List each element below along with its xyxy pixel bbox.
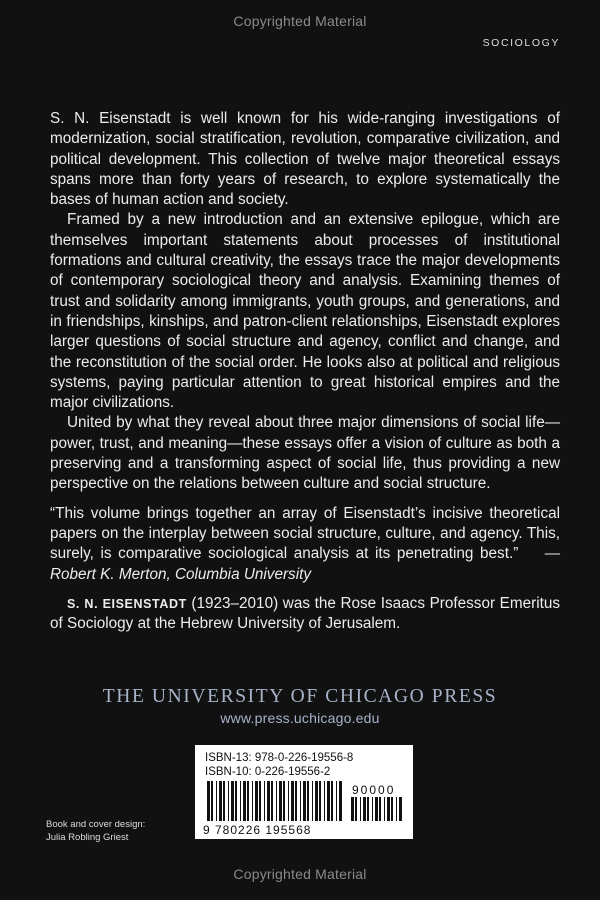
category-label: SOCIOLOGY	[482, 37, 560, 49]
blurb-paragraph-2: Framed by a new introduction and an extensive epilogue, which are themselves important statements about processes of institutional formations and cultural creativity, the essays trace the major developments of contemporary sociological theory and analysis. Examining themes of trust and solidarity among immigrants, youth groups, and generations, and in friendships, kinships, and patron-client relationships, Eisenstadt explores larger questions of social structure and agency, conflict and change, and the reconstitution of the social order. He looks also at political and religious systems, paying particular attention to great historical empires and the major civilizations.	[50, 211, 560, 412]
author-bio	[50, 594, 560, 635]
isbn-10: ISBN-10: 0-226-19556-2	[205, 766, 331, 778]
publisher-url[interactable]: www.press.uchicago.edu	[220, 710, 380, 726]
design-credit-label: Book and cover design:	[46, 819, 146, 830]
barcode-digits: 9 780226 195568	[203, 823, 312, 837]
design-credit	[46, 818, 145, 844]
blurb-paragraph-3: United by what they reveal about three major dimensions of social life—power, trust, and meaning—these essays offer a vision of culture as both a preserving and a transforming aspect of social life, thus providing a new perspective on the relations between culture and social structure.	[50, 414, 560, 493]
quote-attribution: —Robert K. Merton, Columbia University	[50, 545, 560, 583]
copyright-watermark-bottom: Copyrighted Material	[233, 866, 367, 882]
copyright-watermark-top: Copyrighted Material	[233, 13, 367, 29]
quote-text: “This volume brings together an array of Eisenstadt’s incisive theoretical papers on the interplay between social structure, culture, and agency. This, surely, is comparative sociological analysis at its penetrating best.”	[50, 504, 560, 563]
endorsement-quote	[50, 504, 560, 585]
author-name: S. N. EISENSTADT	[67, 596, 187, 611]
design-credit-name: Julia Robling Griest	[46, 832, 129, 843]
back-cover-blurb	[50, 109, 560, 634]
price-addon-number: 90000	[352, 783, 396, 797]
publisher-name: THE UNIVERSITY OF CHICAGO PRESS	[102, 686, 498, 707]
blurb-paragraph-1: S. N. Eisenstadt is well known for his wide-ranging investigations of modernization, social stratification, revolution, comparative civilization, and political development. This collection of twelve major theoretical essays spans more than forty years of research, to explore systematically the bases of human action and society.	[50, 110, 560, 209]
author-bio-text: (1923–2010) was the Rose Isaacs Professor Emeritus of Sociology at the Hebrew University of Jerusalem.	[50, 594, 560, 633]
isbn-13: ISBN-13: 978-0-226-19556-8	[205, 752, 354, 764]
isbn-barcode	[195, 745, 413, 839]
